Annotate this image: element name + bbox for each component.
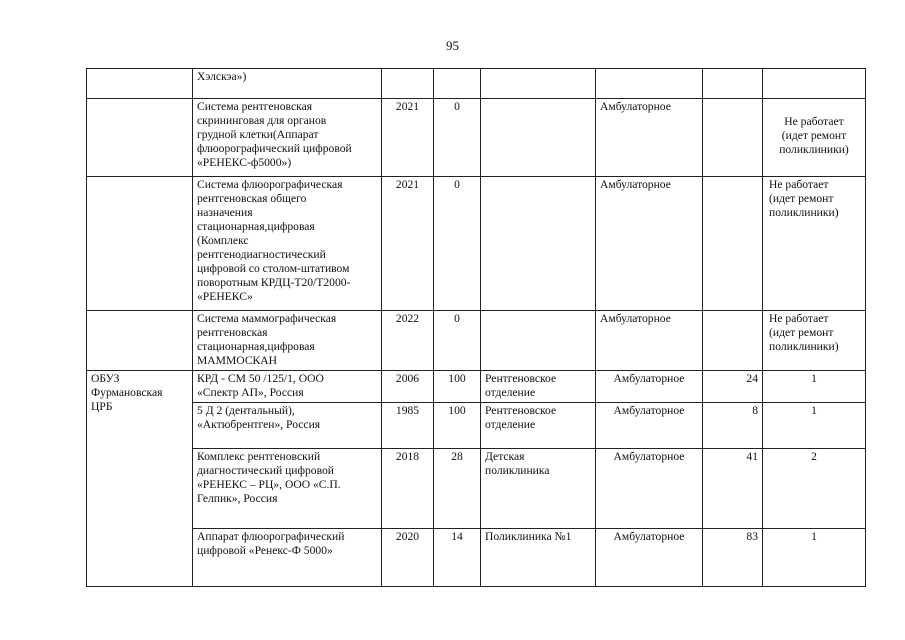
rooms-cell: 1 — [763, 403, 866, 449]
year-cell: 1985 — [382, 403, 434, 449]
rooms-cell: Не работает (идет ремонт поликлиники) — [763, 177, 866, 311]
care-type-cell: Амбулаторное — [596, 371, 703, 403]
table-row — [87, 311, 866, 371]
table-row — [87, 449, 866, 529]
care-type-cell: Амбулаторное — [596, 177, 703, 311]
count-cell — [703, 69, 763, 99]
care-type-cell: Амбулаторное — [596, 449, 703, 529]
count-cell: 24 — [703, 371, 763, 403]
equipment-name-cell: 5 Д 2 (дентальный), «Актюбрентген», Россия — [193, 403, 382, 449]
care-type-cell: Амбулаторное — [596, 529, 703, 587]
department-cell — [481, 177, 596, 311]
equipment-name-cell: Система рентгеновская скрининговая для органов грудной клетки(Аппарат флюорографический цифровой «РЕНЕКС-ф5000») — [193, 99, 382, 177]
table-row — [87, 371, 866, 403]
organization-cell — [87, 69, 193, 99]
equipment-name-cell: Комплекс рентгеновский диагностический цифровой «РЕНЕКС – РЦ», ООО «С.П. Гелпик», Россия — [193, 449, 382, 529]
department-cell — [481, 311, 596, 371]
rooms-cell — [763, 69, 866, 99]
organization-cell — [87, 177, 193, 311]
rooms-cell: Не работает (идет ремонт поликлиники) — [763, 311, 866, 371]
equipment-name-cell: КРД - СМ 50 /125/1, ООО «Спектр АП», Россия — [193, 371, 382, 403]
year-cell: 2022 — [382, 311, 434, 371]
organization-cell — [87, 99, 193, 177]
rooms-cell: Не работает (идет ремонт поликлиники) — [763, 99, 866, 177]
department-cell: Рентгеновское отделение — [481, 371, 596, 403]
wear-cell: 0 — [434, 311, 481, 371]
equipment-name-cell: Система флюорографическая рентгеновская общего назначения стационарная,цифровая (Комплекс рентгенодиагностический цифровой со столом-штативом поворотным КРДЦ-Т20/Т2000- «РЕНЕКС» — [193, 177, 382, 311]
care-type-cell: Амбулаторное — [596, 403, 703, 449]
year-cell: 2021 — [382, 99, 434, 177]
wear-cell: 100 — [434, 371, 481, 403]
equipment-name-cell: Система маммографическая рентгеновская стационарная,цифровая МАММОСКАН — [193, 311, 382, 371]
year-cell: 2020 — [382, 529, 434, 587]
year-cell — [382, 69, 434, 99]
table-row — [87, 99, 866, 177]
department-cell — [481, 99, 596, 177]
table-row — [87, 529, 866, 587]
year-cell: 2021 — [382, 177, 434, 311]
count-cell: 83 — [703, 529, 763, 587]
care-type-cell — [596, 69, 703, 99]
count-cell: 41 — [703, 449, 763, 529]
care-type-cell: Амбулаторное — [596, 311, 703, 371]
count-cell — [703, 311, 763, 371]
organization-cell — [87, 311, 193, 371]
wear-cell: 14 — [434, 529, 481, 587]
rooms-cell: 1 — [763, 371, 866, 403]
page-number: 95 — [446, 38, 459, 53]
wear-cell: 0 — [434, 177, 481, 311]
department-cell: Детская поликлиника — [481, 449, 596, 529]
table-row — [87, 403, 866, 449]
department-cell — [481, 69, 596, 99]
department-cell: Рентгеновское отделение — [481, 403, 596, 449]
count-cell — [703, 99, 763, 177]
organization-cell: ОБУЗ Фурмановская ЦРБ — [87, 371, 193, 587]
rooms-cell: 1 — [763, 529, 866, 587]
count-cell — [703, 177, 763, 311]
equipment-name-cell: Хэлскэа») — [193, 69, 382, 99]
count-cell: 8 — [703, 403, 763, 449]
year-cell: 2006 — [382, 371, 434, 403]
wear-cell: 100 — [434, 403, 481, 449]
care-type-cell: Амбулаторное — [596, 99, 703, 177]
wear-cell: 28 — [434, 449, 481, 529]
wear-cell — [434, 69, 481, 99]
year-cell: 2018 — [382, 449, 434, 529]
equipment-name-cell: Аппарат флюорографический цифровой «Ренекс-Ф 5000» — [193, 529, 382, 587]
table-row — [87, 69, 866, 99]
table-row — [87, 177, 866, 311]
equipment-table — [86, 68, 866, 587]
wear-cell: 0 — [434, 99, 481, 177]
department-cell: Поликлиника №1 — [481, 529, 596, 587]
rooms-cell: 2 — [763, 449, 866, 529]
